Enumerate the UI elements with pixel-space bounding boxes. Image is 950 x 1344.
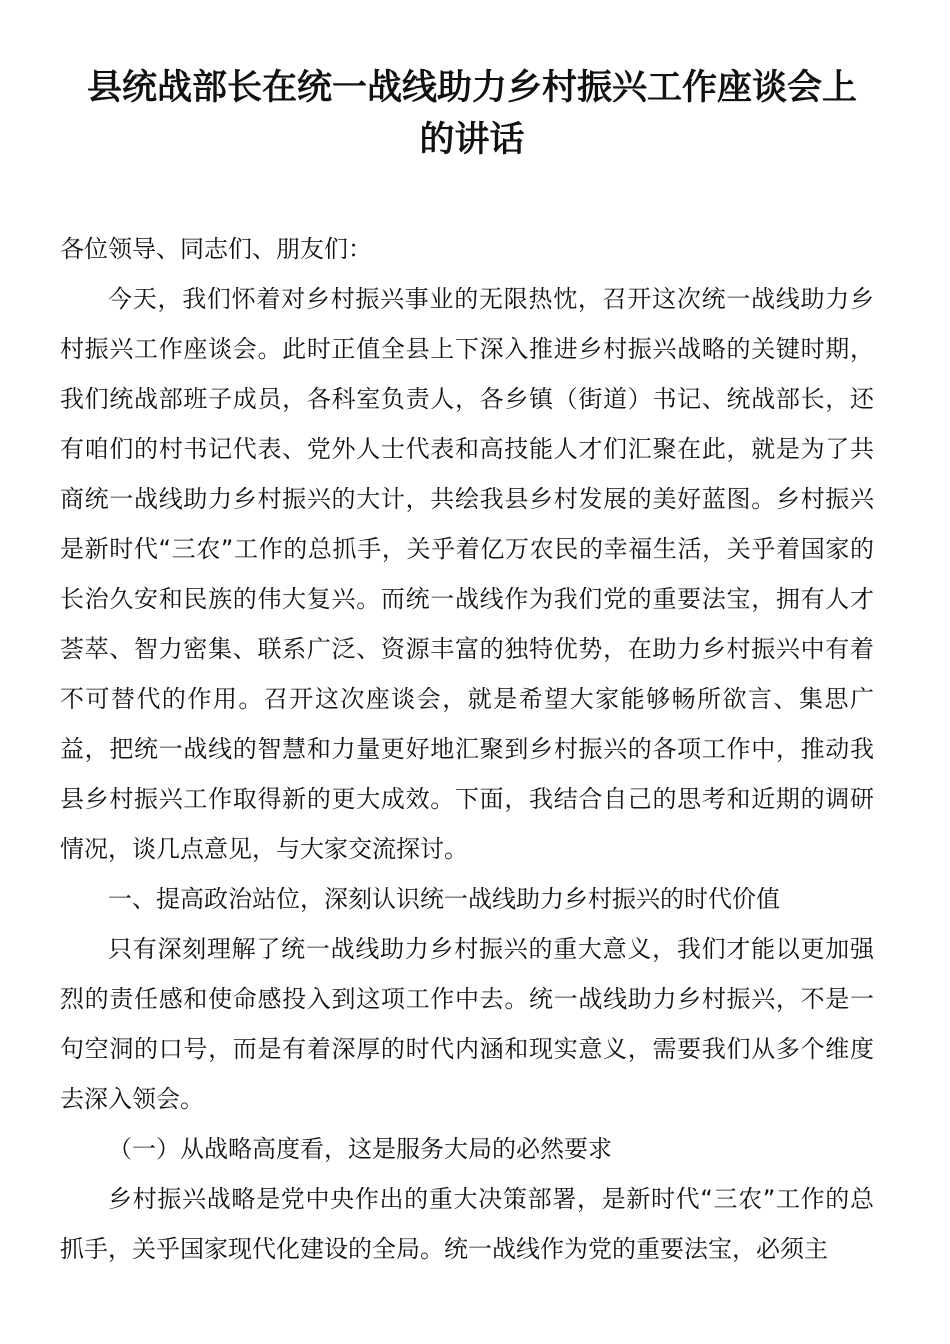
paragraph-section-one: 只有深刻理解了统一战线助力乡村振兴的重大意义，我们才能以更加强烈的责任感和使命感投入到这项工作中去。统一战线助力乡村振兴，不是一句空洞的口号，而是有着深厚的时代内涵和现实意义，需要我们从多个维度去深入领会。 [60, 935, 874, 1113]
subsection-heading-one: （一）从战略高度看，这是服务大局的必然要求 [108, 1135, 612, 1163]
paragraph-opening: 今天，我们怀着对乡村振兴事业的无限热忱，召开这次统一战线助力乡村振兴工作座谈会。此时正值全县上下深入推进乡村振兴战略的关键时期，我们统战部班子成员，各科室负责人，各乡镇（街道）书记、统战部长，还有咱们的村书记代表、党外人士代表和高技能人才们汇聚在此，就是为了共商统一战线助力乡村振兴的大计，共绘我县乡村发展的美好蓝图。乡村振兴是新时代“三农”工作的总抓手，关乎着亿万农民的幸福生活，关乎着国家的长治久安和民族的伟大复兴。而统一战线作为我们党的重要法宝，拥有人才荟萃、智力密集、联系广泛、资源丰富的独特优势，在助力乡村振兴中有着不可替代的作用。召开这次座谈会，就是希望大家能够畅所欲言、集思广益，把统一战线的智慧和力量更好地汇聚到乡村振兴的各项工作中，推动我县乡村振兴工作取得新的更大成效。下面，我结合自己的思考和近期的调研情况，谈几点意见，与大家交流探讨。 [60, 285, 874, 863]
salutation: 各位领导、同志们、朋友们： [60, 235, 372, 263]
document-title: 县统战部长在统一战线助力乡村振兴工作座谈会上的讲话 [86, 68, 857, 160]
paragraph-subsection-one: 乡村振兴战略是党中央作出的重大决策部署，是新时代“三农”工作的总抓手，关乎国家现代化建设的全局。统一战线作为党的重要法宝，必须主 [60, 1185, 874, 1263]
section-heading-one: 一、提高政治站位，深刻认识统一战线助力乡村振兴的时代价值 [108, 885, 780, 913]
